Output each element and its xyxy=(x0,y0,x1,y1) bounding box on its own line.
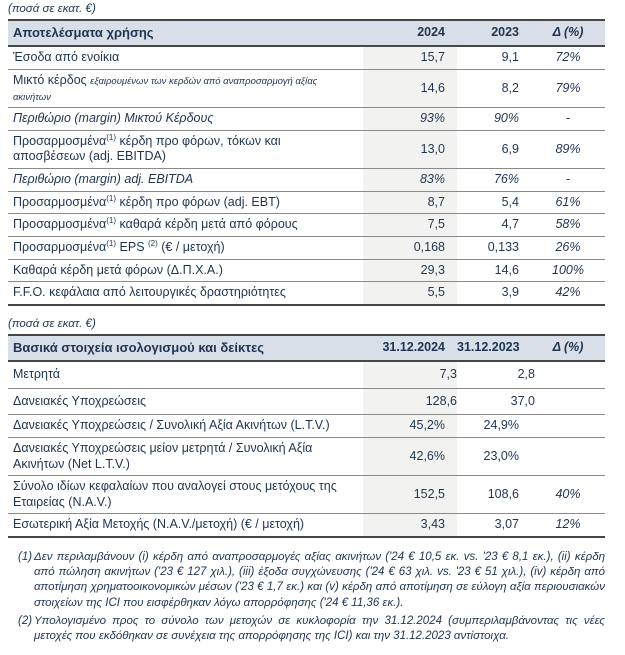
footnote-number: (1) xyxy=(18,551,33,563)
units-label-1: (ποσά σε εκατ. €) xyxy=(8,3,96,15)
value-2023: 90% xyxy=(457,108,535,131)
value-2023: 37,0 xyxy=(457,388,535,415)
row-label xyxy=(8,191,363,214)
footnote-text: Δεν περιλαμβάνουν (i) κέρδη από αναπροσαρμογές αξίας ακινήτων ('24 € 10,5 εκ. vs. '23 € 8,1 εκ.), (ii) κέρδη από πώληση ακινήτων ('23 € 127 χιλ.), (iii) έξοδα συγχώνευσης ('24 € 63 χιλ. vs. '23 € 51 χιλ.), (iv) κέρδη από αποτίμηση χρηματοοικονομικών μέσων ('23 € 1,7 εκ.) και (v) κέρδη από αποτίμηση σε εύλογη αξία περιουσιακών στοιχείων της ICI που εισφέρθηκαν λόγω απορρόφησης ('24 € 11,36 εκ.). xyxy=(34,551,605,609)
table-row-nav xyxy=(8,476,605,514)
value-2023: 9,1 xyxy=(457,46,535,69)
value-2024: 93% xyxy=(363,108,457,131)
table-row-net-profit-ifrs xyxy=(8,259,605,282)
table-row-nav-per-share xyxy=(8,514,605,537)
row-label-text: κέρδη προ φόρων (adj. EBT) xyxy=(116,194,280,209)
table-row-cash xyxy=(8,361,605,388)
value-2024: 45,2% xyxy=(363,415,457,438)
value-delta: 12% xyxy=(535,514,605,537)
table-row-ltv xyxy=(8,415,605,438)
value-2024: 7,3 xyxy=(363,361,457,388)
value-2024: 5,5 xyxy=(363,282,457,305)
value-2024: 8,7 xyxy=(363,191,457,214)
table-row-adj-eps xyxy=(8,236,605,259)
footnote-ref-1: (1) xyxy=(106,193,117,203)
value-2023: 24,9% xyxy=(457,415,535,438)
value-2023: 6,9 xyxy=(457,130,535,168)
value-delta: 79% xyxy=(535,69,605,107)
value-2023: 3,9 xyxy=(457,282,535,305)
value-delta xyxy=(535,437,605,475)
footnote-ref-1: (1) xyxy=(106,238,117,248)
value-2024: 13,0 xyxy=(363,130,457,168)
value-delta: 42% xyxy=(535,282,605,305)
value-2024: 42,6% xyxy=(363,437,457,475)
table-row-debt xyxy=(8,388,605,415)
table2-col-2024: 31.12.2024 xyxy=(363,335,457,361)
row-label: Δανειακές Υποχρεώσεις μείον μετρητά / Συνολική Αξία Ακινήτων (Net L.T.V.) xyxy=(8,437,363,475)
table-row-adj-ebitda-margin xyxy=(8,169,605,192)
balance-sheet-table xyxy=(8,334,605,538)
value-delta: 72% xyxy=(535,46,605,69)
value-delta: 40% xyxy=(535,476,605,514)
value-2024: 0,168 xyxy=(363,236,457,259)
row-label xyxy=(8,130,363,168)
row-label-text: EPS xyxy=(116,239,149,254)
value-delta: 61% xyxy=(535,191,605,214)
table-row-gross-margin xyxy=(8,108,605,131)
value-2023: 8,2 xyxy=(457,69,535,107)
value-delta xyxy=(535,415,605,438)
table-row-rental-income xyxy=(8,46,605,69)
value-delta: 89% xyxy=(535,130,605,168)
row-label: Μετρητά xyxy=(8,361,363,388)
table2-title: Βασικά στοιχεία ισολογισμού και δείκτες xyxy=(8,335,363,361)
row-label-text: Μικτό κέρδος xyxy=(13,72,87,87)
table-row-net-ltv xyxy=(8,437,605,475)
footnote-ref-2: (2) xyxy=(148,238,158,248)
value-2024: 128,6 xyxy=(363,388,457,415)
row-label: Περιθώριο (margin) Μικτού Κέρδους xyxy=(8,108,363,131)
balance-sheet-section xyxy=(8,318,605,538)
table1-col-2023: 2023 xyxy=(457,20,535,46)
table1-col-delta: Δ (%) xyxy=(535,20,605,46)
value-2024: 83% xyxy=(363,169,457,192)
footnote-ref-1: (1) xyxy=(106,132,117,142)
value-2024: 15,7 xyxy=(363,46,457,69)
table2-col-delta: Δ (%) xyxy=(535,335,605,361)
value-delta: 100% xyxy=(535,259,605,282)
table1-col-2024: 2024 xyxy=(363,20,457,46)
row-label: Έσοδα από ενοίκια xyxy=(8,46,363,69)
value-delta: - xyxy=(535,169,605,192)
table-row-adj-net-profit xyxy=(8,214,605,237)
units-label-2: (ποσά σε εκατ. €) xyxy=(8,317,96,330)
row-label xyxy=(8,236,363,259)
footnote-ref-1: (1) xyxy=(106,216,117,226)
row-label-text: Προσαρμοσμένα xyxy=(13,217,107,232)
row-label: Εσωτερική Αξία Μετοχής (N.A.V./μετοχή) (€ / μετοχή) xyxy=(8,514,363,537)
row-label-note: εξαιρουμένων των κερδών από αναπροσαρμογή αξίας ακινήτων xyxy=(13,75,318,103)
value-2023: 4,7 xyxy=(457,214,535,237)
row-label-text: καθαρά κέρδη μετά από φόρους xyxy=(116,217,298,232)
row-label: Σύνολο ιδίων κεφαλαίων που αναλογεί στους μετόχους της Εταιρείας (N.A.V.) xyxy=(8,476,363,514)
footnote-2 xyxy=(8,614,605,644)
value-2023: 3,07 xyxy=(457,514,535,537)
income-statement-section xyxy=(8,3,605,306)
income-statement-table xyxy=(8,19,605,306)
value-2024: 29,3 xyxy=(363,259,457,282)
row-label-text: Προσαρμοσμένα xyxy=(13,194,107,209)
row-label xyxy=(8,214,363,237)
table2-header-row xyxy=(8,335,605,361)
row-label xyxy=(8,69,363,107)
table1-header-row xyxy=(8,20,605,46)
value-2023: 23,0% xyxy=(457,437,535,475)
footnote-1 xyxy=(8,550,605,611)
footnote-text: Υπολογισμένο προς το σύνολο των μετοχών σε κυκλοφορία την 31.12.2024 (συμπεριλαμβάνοντας τις νέες μετοχές που εκδόθηκαν σε συνέχεια της απορρόφησης της ICI) και την 31.12.2023 αντίστοιχα. xyxy=(34,614,605,642)
row-label: Καθαρά κέρδη μετά φόρων (Δ.Π.Χ.Α.) xyxy=(8,259,363,282)
row-label-text: Προσαρμοσμένα xyxy=(13,239,107,254)
value-delta xyxy=(535,388,605,415)
row-label-text: Προσαρμοσμένα xyxy=(13,133,107,148)
value-2024: 3,43 xyxy=(363,514,457,537)
value-delta: 58% xyxy=(535,214,605,237)
value-2023: 0,133 xyxy=(457,236,535,259)
footnotes-section xyxy=(8,550,605,644)
value-delta: - xyxy=(535,108,605,131)
value-2024: 14,6 xyxy=(363,69,457,107)
value-2023: 2,8 xyxy=(457,361,535,388)
table-row-adj-ebitda xyxy=(8,130,605,168)
footnote-number: (2) xyxy=(18,614,33,627)
table-row-adj-ebt xyxy=(8,191,605,214)
table2-col-2023: 31.12.2023 xyxy=(457,335,535,361)
table-row-gross-profit xyxy=(8,69,605,107)
value-2024: 7,5 xyxy=(363,214,457,237)
value-2023: 108,6 xyxy=(457,476,535,514)
row-label: Δανειακές Υποχρεώσεις / Συνολική Αξία Ακινήτων (L.T.V.) xyxy=(8,415,363,438)
row-label-text: (€ / μετοχή) xyxy=(157,239,225,254)
table1-title: Αποτελέσματα χρήσης xyxy=(8,20,363,46)
value-2023: 14,6 xyxy=(457,259,535,282)
row-label: Δανειακές Υποχρεώσεις xyxy=(8,388,363,415)
value-2023: 5,4 xyxy=(457,191,535,214)
value-delta xyxy=(535,361,605,388)
row-label: Περιθώριο (margin) adj. EBITDA xyxy=(8,169,363,192)
table-row-ffo xyxy=(8,282,605,305)
value-2024: 152,5 xyxy=(363,476,457,514)
value-2023: 76% xyxy=(457,169,535,192)
row-label-text: κέρδη προ φόρων, τόκων και αποσβέσεων (adj. EBITDA) xyxy=(13,133,281,164)
row-label: F.F.O. κεφάλαια από λειτουργικές δραστηριότητες xyxy=(8,282,363,305)
value-delta: 26% xyxy=(535,236,605,259)
